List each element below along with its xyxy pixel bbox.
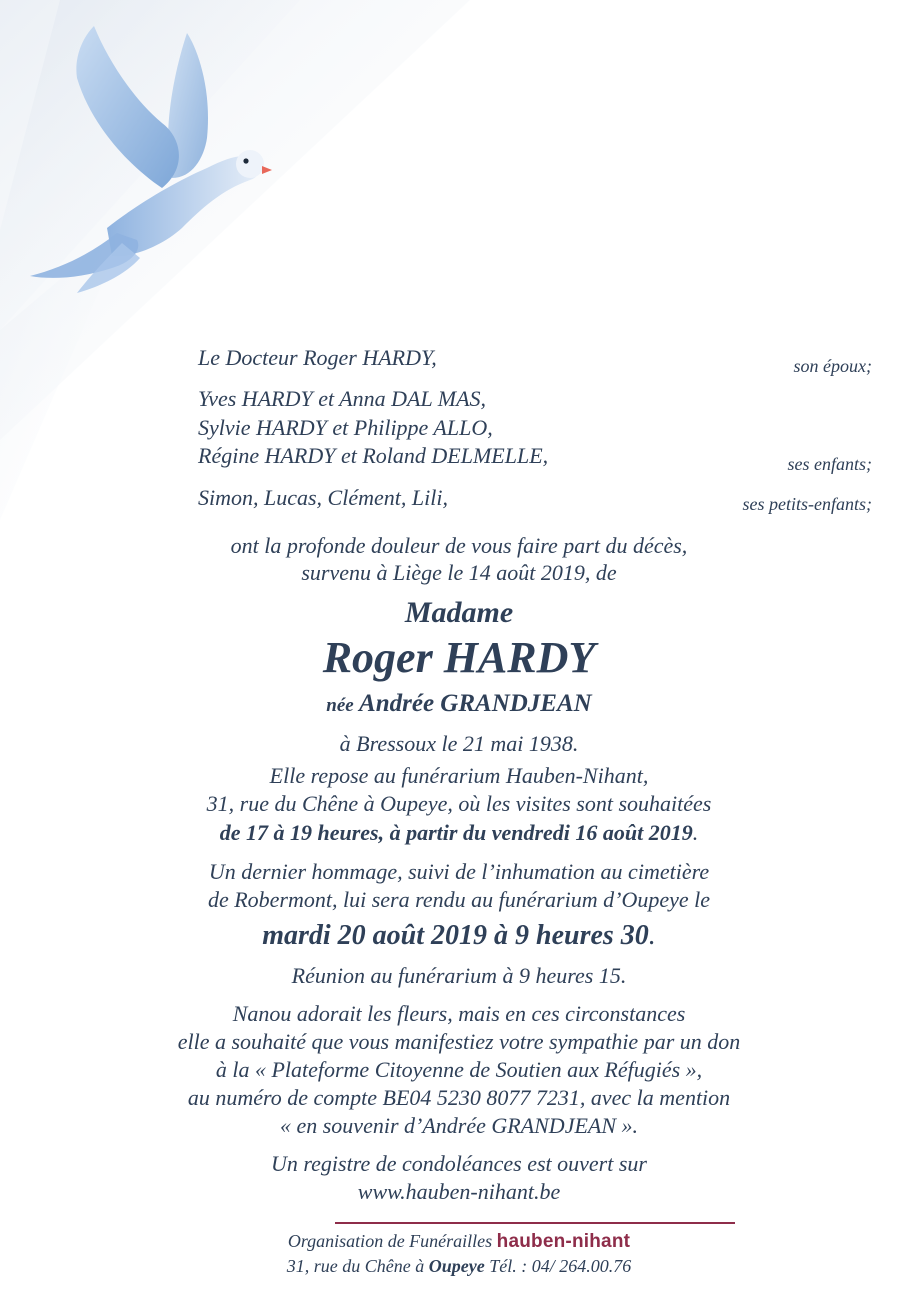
ceremony-line-1: Un dernier hommage, suivi de l’inhumation au cimetière bbox=[208, 859, 710, 884]
visitation-line-1: Elle repose au funérarium Hauben-Nihant, bbox=[269, 763, 649, 788]
visitation-hours bbox=[0, 819, 918, 846]
deceased-title: Madame bbox=[404, 596, 514, 629]
footer-address-city: Oupeye bbox=[428, 1256, 485, 1276]
child-line-3: Régine HARDY et Roland DELMELLE, bbox=[198, 443, 549, 468]
ceremony-datetime-end: . bbox=[648, 920, 656, 951]
condolences-url[interactable]: www.hauben-nihant.be bbox=[357, 1179, 561, 1204]
announcement-line-1: ont la profonde douleur de vous faire part du décès, bbox=[230, 533, 688, 558]
donation-line-4: au numéro de compte BE04 5230 8077 7231, avec la mention bbox=[187, 1085, 731, 1110]
child-line-2: Sylvie HARDY et Philippe ALLO, bbox=[198, 415, 493, 440]
donation-line-5: « en souvenir d’Andrée GRANDJEAN ». bbox=[279, 1113, 639, 1138]
footer-organisation bbox=[0, 1231, 918, 1253]
visitation-hours-text: de 17 à 19 heures, à partir du vendredi 16 août 2019 bbox=[219, 820, 693, 845]
brand-logo: hauben-nihant bbox=[496, 1231, 631, 1252]
visitation-line-2: 31, rue du Chêne à Oupeye, où les visites sont souhaitées bbox=[206, 791, 712, 816]
footer-address-pre: 31, rue du Chêne à bbox=[286, 1256, 425, 1276]
condolences-line: Un registre de condoléances est ouvert sur bbox=[271, 1151, 647, 1176]
children-role: ses enfants; bbox=[787, 454, 872, 474]
donation-line-1: Nanou adorait les fleurs, mais en ces circonstances bbox=[232, 1001, 686, 1026]
announcement-line-2: survenu à Liège le 14 août 2019, de bbox=[301, 560, 617, 585]
grandchildren-names: Simon, Lucas, Clément, Lili, bbox=[198, 485, 448, 510]
donation-line-3: à la « Plateforme Citoyenne de Soutien aux Réfugiés », bbox=[215, 1057, 703, 1082]
spouse-name: Le Docteur Roger HARDY, bbox=[198, 345, 437, 370]
footer-address bbox=[0, 1256, 918, 1277]
dove-illustration bbox=[22, 18, 282, 298]
nee-prefix: née bbox=[326, 695, 354, 716]
grandchildren-role: ses petits-enfants; bbox=[742, 494, 872, 514]
donation-line-2: elle a souhaité que vous manifestiez votre sympathie par un don bbox=[177, 1029, 741, 1054]
meeting-info: Réunion au funérarium à 9 heures 15. bbox=[291, 963, 627, 988]
ceremony-datetime-text: mardi 20 août 2019 à 9 heures 30 bbox=[262, 920, 649, 951]
child-line-1: Yves HARDY et Anna DAL MAS, bbox=[198, 386, 487, 411]
footer-divider bbox=[335, 1222, 735, 1224]
footer-phone: Tél. : 04/ 264.00.76 bbox=[489, 1256, 632, 1276]
ceremony-datetime bbox=[0, 920, 918, 952]
birth-info: à Bressoux le 21 mai 1938. bbox=[339, 731, 579, 756]
deceased-name: Roger HARDY bbox=[322, 633, 596, 682]
visitation-hours-end: . bbox=[692, 820, 699, 845]
ceremony-line-2: de Robermont, lui sera rendu au funérarium d’Oupeye le bbox=[207, 887, 711, 912]
spouse-role: son époux; bbox=[793, 356, 872, 376]
birth-name: Andrée GRANDJEAN bbox=[359, 690, 592, 717]
footer-org-label: Organisation de Funérailles bbox=[287, 1231, 493, 1251]
deceased-birth-name bbox=[0, 690, 918, 718]
